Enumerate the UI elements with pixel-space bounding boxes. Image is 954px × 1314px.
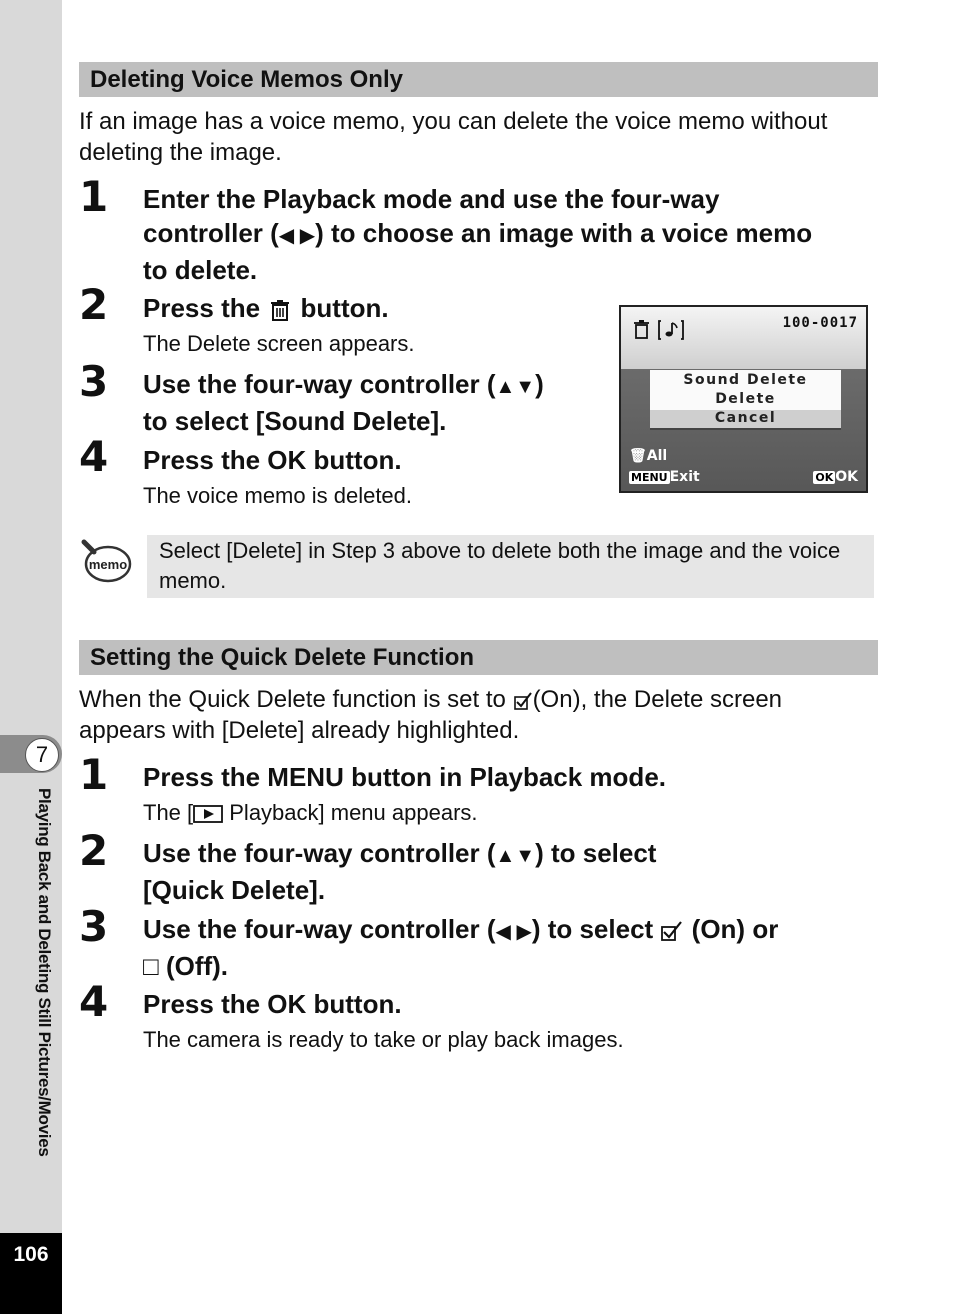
memo-icon [80,538,132,586]
checkbox-off-icon: □ [143,951,159,981]
checkbox-on-icon [660,920,684,942]
camera-delete-screen [619,305,868,493]
s2-step-1-result: The [ Playback] menu appears. [143,800,478,825]
ok-hint: OK OK [815,469,858,485]
step-4-text: Press the OK button. [143,445,402,475]
section-title-quick-delete: Setting the Quick Delete Function [79,640,878,675]
left-right-arrows-icon: ◀ ▶ [278,225,316,247]
svg-text:memo: memo [88,557,128,572]
section1-intro: If an image has a voice memo, you can delete the voice memo without deleting the image. [79,108,828,166]
step-number: 4 [79,977,109,1026]
up-down-arrows-icon: ▲▼ [495,845,536,867]
memo-note: Select [Delete] in Step 3 above to delete both the image and the voice memo. [147,535,874,598]
file-number: 100-0017 [782,315,858,331]
menu-item-sound-delete[interactable]: Sound Delete [683,372,808,388]
step-1-text: Enter the Playback mode and use the four-way controller (◀ ▶) to choose an image with a voice memo to delete. [143,184,813,285]
step-4-result: The voice memo is deleted. [143,483,413,508]
delete-menu [650,370,841,430]
trash-icon [267,297,293,323]
step-3-text: Use the four-way controller (▲▼) to select [Sound Delete]. [143,369,544,436]
s2-step-2-text: Use the four-way controller (▲▼) to select [Quick Delete]. [143,838,657,905]
s2-step-3-text: Use the four-way controller (◀ ▶) to select (On) or □ (Off). [143,914,779,981]
menu-exit-hint: MENU Exit [631,469,700,485]
trash-icon: 🗑 [629,448,647,464]
step-number: 1 [79,172,109,221]
s2-step-4-result: The camera is ready to take or play back images. [143,1027,624,1052]
step-2-result: The Delete screen appears. [143,331,415,356]
left-right-arrows-icon: ◀ ▶ [495,921,532,943]
playback-icon [193,804,223,824]
menu-item-delete[interactable]: Delete [715,391,776,407]
trash-voice-icon [631,315,691,343]
delete-all-option: 🗑All [629,448,668,464]
chapter-number: 7 [25,738,59,772]
s2-step-4-text: Press the OK button. [143,989,402,1019]
section2-intro: When the Quick Delete function is set to (On), the Delete screen appears with [Delete] already highlighted. [79,686,783,744]
step-number: 2 [79,826,109,875]
step-number: 3 [79,357,109,406]
step-number: 1 [79,750,109,799]
s2-step-1-text: Press the MENU button in Playback mode. [143,762,666,792]
step-2-text: Press the button. [143,293,389,323]
chapter-title: Playing Back and Deleting Still Pictures/Movies [35,788,54,1157]
step-number: 4 [79,432,109,481]
menu-item-cancel[interactable]: Cancel [714,410,777,426]
section-title-voice-memo: Deleting Voice Memos Only [79,62,878,97]
page-number: 106 [13,1243,49,1266]
checkbox-on-icon [513,691,533,711]
up-down-arrows-icon: ▲▼ [495,376,536,398]
step-number: 2 [79,280,109,329]
step-number: 3 [79,902,109,951]
